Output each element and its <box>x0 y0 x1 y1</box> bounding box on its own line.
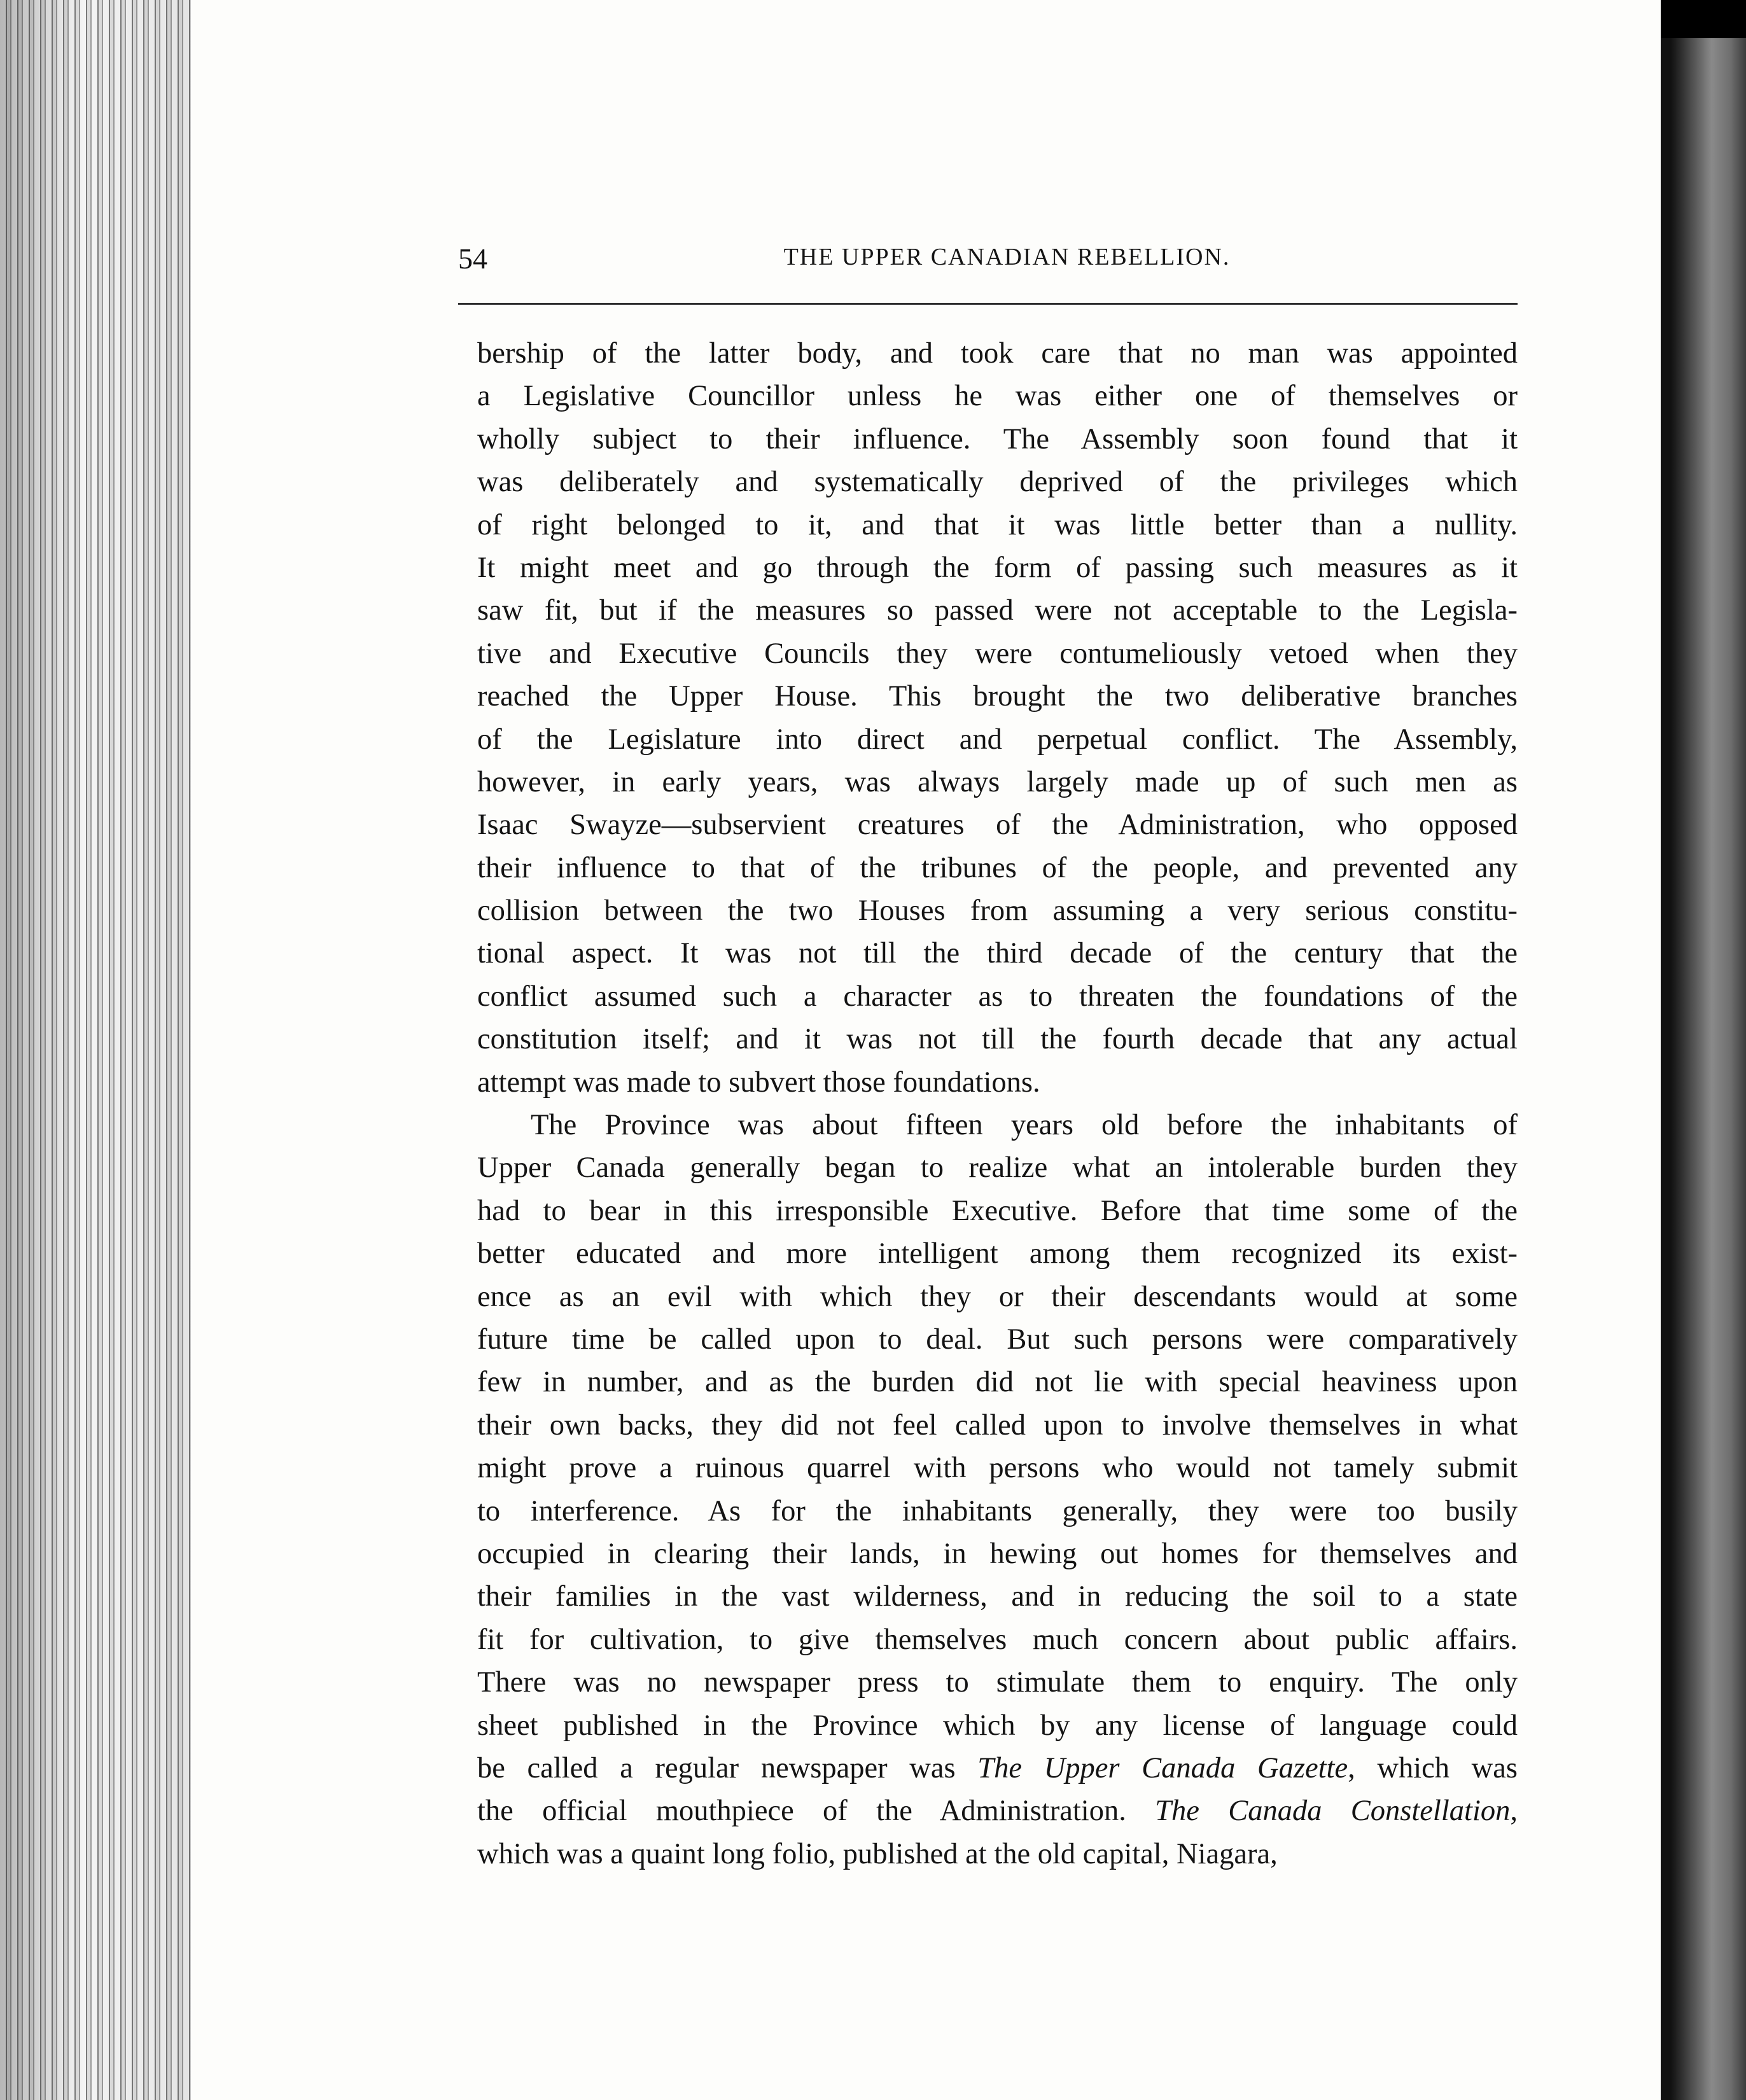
text-line <box>477 1447 1518 1489</box>
text-run: Upper Canada generally began to realize what an intolerable burden they <box>477 1151 1518 1185</box>
body-text <box>477 332 1518 1875</box>
italic-title: The Upper Canada Gazette <box>977 1751 1348 1784</box>
header-rule <box>458 303 1518 305</box>
text-run: ence as an evil with which they or their descendants would at some <box>477 1280 1518 1313</box>
text-run: reached the Upper House. This brought the two deliberative branches <box>477 680 1518 713</box>
running-title: THE UPPER CANADIAN REBELLION. <box>783 244 1231 270</box>
text-line <box>477 461 1518 503</box>
text-run: constitution itself; and it was not till the fourth decade that any actual <box>477 1023 1518 1056</box>
text-run: their influence to that of the tribunes of the people, and prevented any <box>477 851 1518 884</box>
italic-title: The Canada Constellation <box>1155 1795 1511 1828</box>
text-run: saw fit, but if the measures so passed were not acceptable to the Legisla- <box>477 594 1518 627</box>
text-line <box>477 1232 1518 1275</box>
text-run: of right belonged to it, and that it was little better than a nullity. <box>477 508 1518 541</box>
text-line <box>477 1404 1518 1447</box>
text-line <box>477 761 1518 803</box>
text-run: which was a quaint long folio, published at the old capital, Niagara, <box>477 1837 1278 1870</box>
text-line <box>477 546 1518 589</box>
text-run: collision between the two Houses from assuming a very serious constitu- <box>477 894 1518 928</box>
text-line <box>477 1533 1518 1575</box>
text-line <box>477 1361 1518 1403</box>
text-run: the official mouthpiece of the Administration. <box>477 1795 1156 1828</box>
text-line <box>477 1833 1518 1875</box>
text-line <box>477 1061 1518 1104</box>
text-run: their families in the vast wilderness, and in reducing the soil to a state <box>477 1580 1518 1613</box>
text-run: however, in early years, was always largely made up of such men as <box>477 765 1518 798</box>
text-line <box>477 375 1518 417</box>
text-line <box>477 1790 1518 1832</box>
text-line <box>477 1575 1518 1618</box>
text-run: conflict assumed such a character as to threaten the foundations of the <box>477 980 1518 1013</box>
text-run: might prove a ruinous quarrel with persons who would not tamely submit <box>477 1452 1518 1485</box>
text-line <box>477 1704 1518 1747</box>
text-run: to interference. As for the inhabitants generally, they were too busily <box>477 1494 1518 1527</box>
text-line <box>477 975 1518 1018</box>
text-run: It might meet and go through the form of passing such measures as it <box>477 551 1518 584</box>
text-line <box>477 1276 1518 1318</box>
text-run: had to bear in this irresponsible Executive. Before that time some of the <box>477 1194 1518 1227</box>
text-line <box>477 1318 1518 1361</box>
text-line <box>477 1618 1518 1661</box>
text-line <box>477 932 1518 975</box>
text-run: few in number, and as the burden did not lie with special heaviness upon <box>477 1366 1518 1399</box>
text-run: sheet published in the Province which by any license of language could <box>477 1709 1518 1742</box>
running-head <box>458 242 1518 280</box>
text-run: Isaac Swayze—subservient creatures of the Administration, who opposed <box>477 809 1518 842</box>
text-line <box>477 803 1518 846</box>
text-line <box>477 1018 1518 1060</box>
text-run: There was no newspaper press to stimulate them to enquiry. The only <box>477 1666 1518 1699</box>
text-run: wholly subject to their influence. The Assembly soon found that it <box>477 422 1518 455</box>
text-run: be called a regular newspaper was <box>477 1751 978 1784</box>
text-line <box>477 1661 1518 1704</box>
text-line <box>477 718 1518 761</box>
text-run: , which was <box>1348 1751 1518 1784</box>
text-line <box>477 632 1518 675</box>
text-line <box>477 1104 1518 1146</box>
text-run: of the Legislature into direct and perpetual conflict. The Assembly, <box>477 723 1518 756</box>
text-run: The Province was about fifteen years old before the inhabitants of <box>531 1109 1518 1142</box>
text-line <box>477 1490 1518 1533</box>
text-run: bership of the latter body, and took care that no man was appointed <box>477 337 1518 370</box>
text-line <box>477 1190 1518 1232</box>
text-line <box>477 675 1518 718</box>
gutter-top-shadow <box>1661 0 1746 38</box>
text-run: better educated and more intelligent among them recognized its exist- <box>477 1237 1518 1270</box>
text-line <box>477 847 1518 889</box>
text-run: fit for cultivation, to give themselves much concern about public affairs. <box>477 1623 1518 1656</box>
text-run: their own backs, they did not feel called upon to involve themselves in what <box>477 1408 1518 1442</box>
text-run: occupied in clearing their lands, in hewing out homes for themselves and <box>477 1537 1518 1570</box>
text-run: attempt was made to subvert those foundations. <box>477 1066 1040 1099</box>
text-run: tional aspect. It was not till the third decade of the century that the <box>477 937 1518 970</box>
text-line <box>477 1146 1518 1189</box>
text-line <box>477 504 1518 546</box>
text-line <box>477 589 1518 632</box>
binding-gutter <box>1661 0 1746 2100</box>
text-run: was deliberately and systematically deprived of the privileges which <box>477 466 1518 499</box>
text-run: future time be called upon to deal. But such persons were comparatively <box>477 1323 1518 1356</box>
text-line <box>477 418 1518 461</box>
text-line <box>477 889 1518 932</box>
page-edges <box>0 0 210 2100</box>
text-line <box>477 332 1518 375</box>
text-line <box>477 1747 1518 1790</box>
text-run: , <box>1510 1795 1518 1828</box>
text-run: a Legislative Councillor unless he was either one of themselves or <box>477 380 1518 413</box>
text-run: tive and Executive Councils they were contumeliously vetoed when they <box>477 637 1518 670</box>
page-number: 54 <box>458 242 487 275</box>
